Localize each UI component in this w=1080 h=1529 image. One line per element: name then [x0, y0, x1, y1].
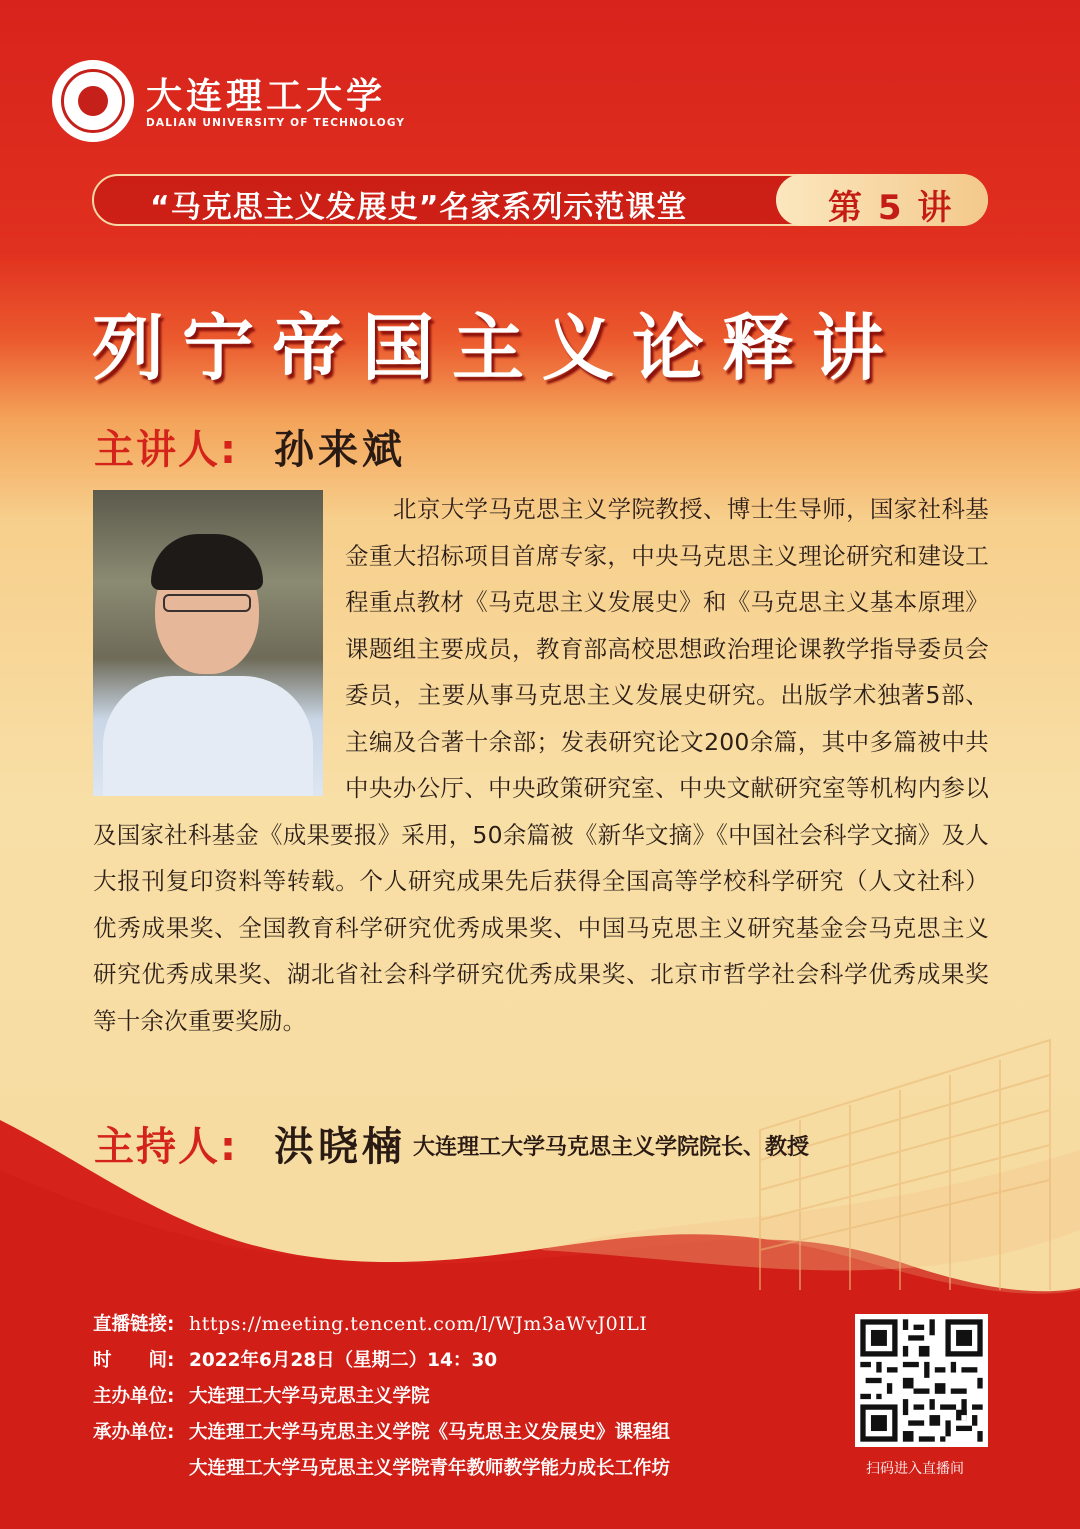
host-name: 洪晓楠 — [274, 1124, 406, 1170]
seal-core — [78, 86, 108, 116]
qr-code-icon[interactable] — [855, 1314, 988, 1447]
host-org-row — [93, 1382, 430, 1408]
series-title: “马克思主义发展史”名家系列示范课堂 — [150, 190, 688, 225]
time-label: 时 间: — [93, 1350, 175, 1371]
speaker-name: 孙来斌 — [274, 427, 406, 473]
time-value: 2022年6月28日（星期二）14：30 — [189, 1350, 498, 1371]
qr-caption: 扫码进入直播间 — [866, 1461, 964, 1477]
host-label: 主持人: — [94, 1124, 238, 1170]
lecture-number: 第 5 讲 — [828, 188, 954, 228]
photo-shirt — [103, 676, 313, 796]
time-row — [93, 1346, 497, 1372]
speaker-label: 主讲人: — [94, 427, 238, 473]
photo-glasses — [163, 594, 251, 612]
university-name-en: DALIAN UNIVERSITY OF TECHNOLOGY — [146, 117, 406, 129]
university-seal-icon — [52, 60, 134, 142]
live-link-row — [93, 1310, 647, 1336]
organizer-value-1: 大连理工大学马克思主义学院《马克思主义发展史》课程组 — [189, 1422, 671, 1443]
lecture-title: 列宁帝国主义论释讲 — [92, 306, 903, 390]
host-org-label: 主办单位: — [93, 1386, 175, 1407]
organizer-value-2: 大连理工大学马克思主义学院青年教师教学能力成长工作坊 — [189, 1458, 671, 1479]
photo-hair — [151, 534, 263, 590]
organizer-label: 承办单位: — [93, 1422, 175, 1443]
speaker-photo — [93, 490, 323, 796]
live-link-url[interactable]: https://meeting.tencent.com/l/WJm3aWvJ0ILI — [189, 1313, 648, 1335]
live-link-label: 直播链接: — [93, 1314, 175, 1335]
qr-code-graphic — [855, 1314, 988, 1447]
host-org-value: 大连理工大学马克思主义学院 — [189, 1386, 430, 1407]
speaker-bio: 北京大学马克思主义学院教授、博士生导师，国家社科基金重大招标项目首席专家，中央马克思主义理论研究和建设工程重点教材《马克思主义发展史》和《马克思主义基本原理》课题组主要成员，教育部高校思想政治理论课教学指导委员会委员，主要从事马克思主义发展史研究。出版学术独著5部、主编及合著十余部；发表研究论文200余篇，其中多篇被中共中央办公厅、中央政策研究室、中央文献研究室等机构内参以及国家社科基金《成果要报》采用，50余篇被《新华文摘》《中国社会科学文摘》及人大报刊复印资料等转载。个人研究成果先后获得全国高等学校科学研究（人文社科）优秀成果奖、全国教育科学研究优秀成果奖、中国马克思主义研究基金会马克思主义研究优秀成果奖、湖北省社会科学研究优秀成果奖、北京市哲学社会科学优秀成果奖等十余次重要奖励。 — [93, 495, 989, 1035]
host-title: 大连理工大学马克思主义学院院长、教授 — [413, 1135, 810, 1160]
organizer-row — [93, 1418, 670, 1444]
university-name-cn: 大连理工大学 — [146, 75, 387, 117]
seal-ring — [61, 69, 125, 133]
organizer-row-2 — [93, 1454, 670, 1480]
